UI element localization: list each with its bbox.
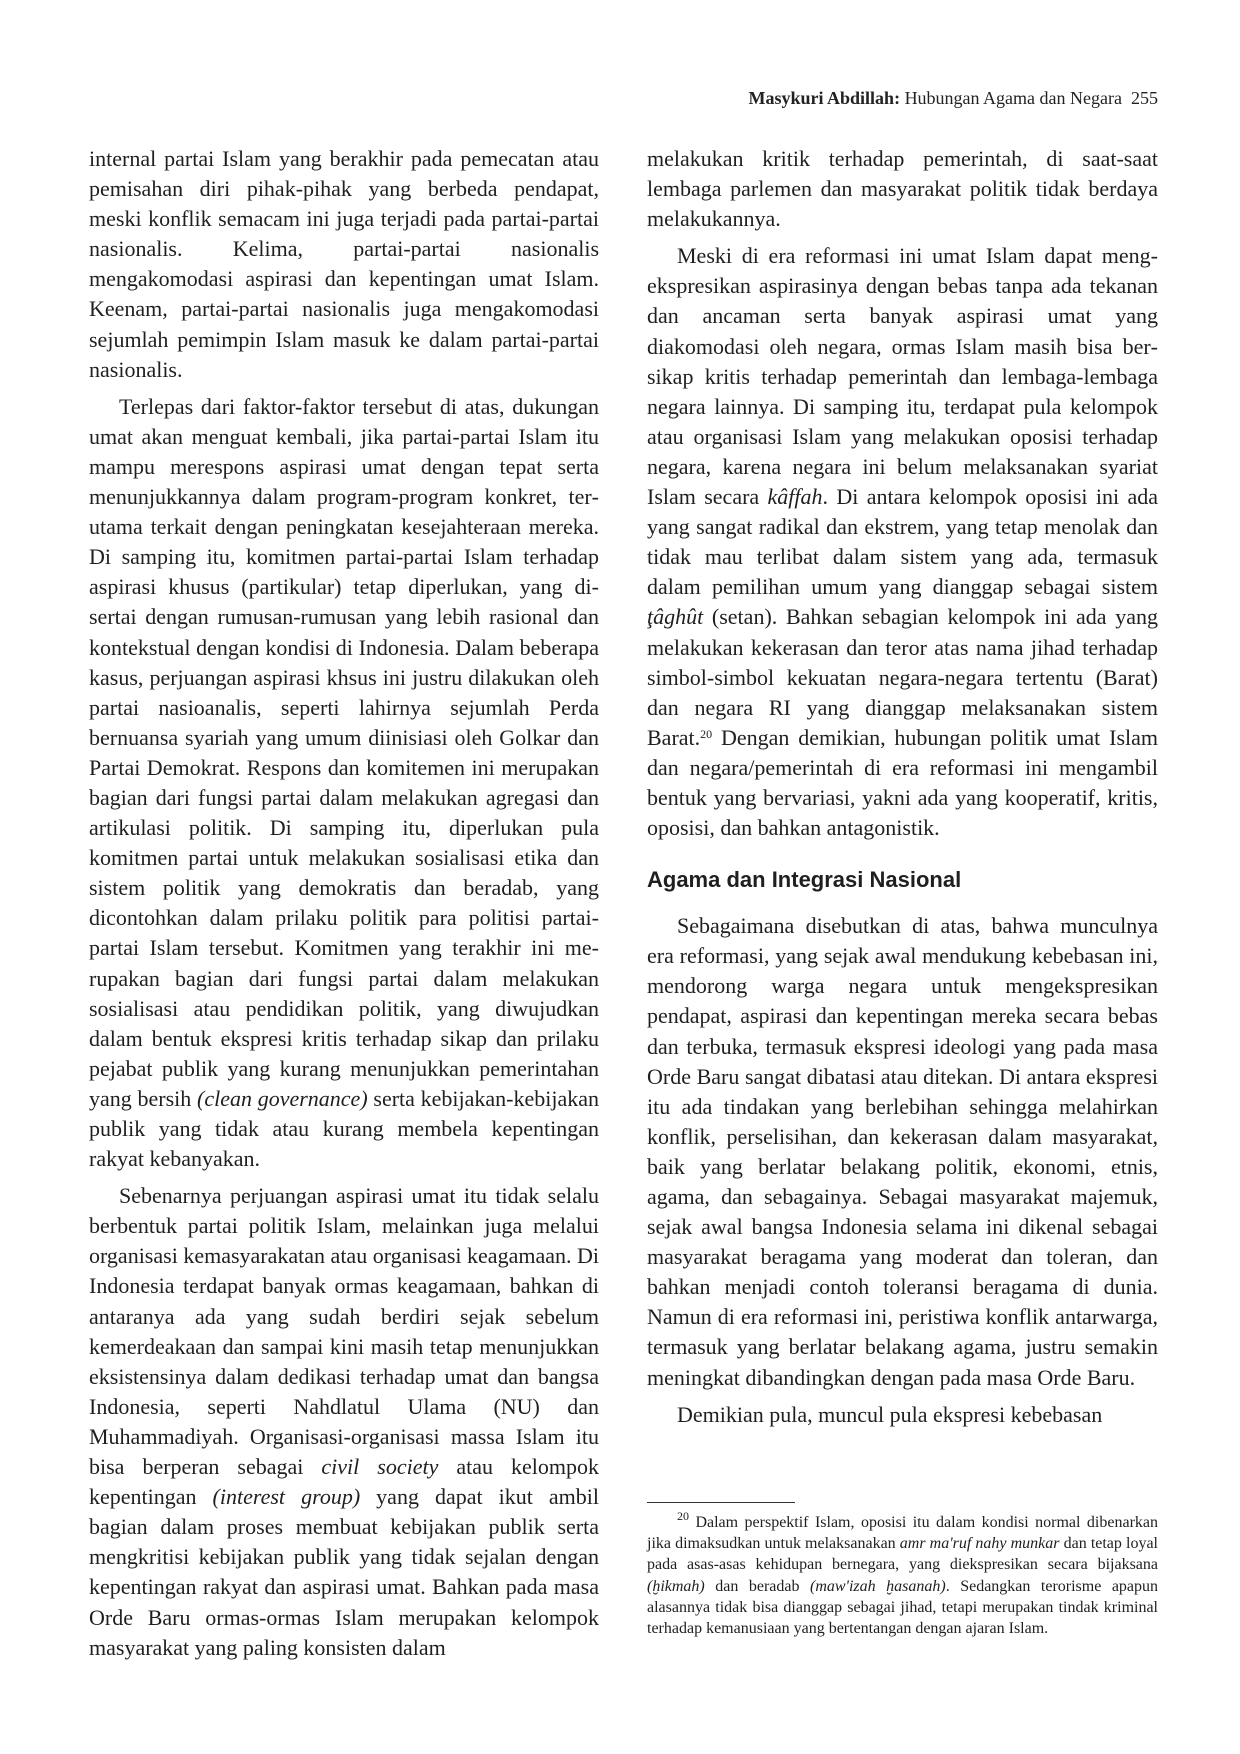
header-author: Masykuri Abdillah: [748, 88, 901, 108]
section-heading: Agama dan Integrasi Nasional [647, 867, 962, 893]
paragraph-text: atau kelompok kepentingan [89, 1454, 600, 1510]
paragraph-text: yang dapat ikut ambil bagian dalam proses membuat kebijakan publik serta mengkritisi kebijakan publik yang tidak sejalan dengan kepentingan rakyat dan aspirasi umat. Bahkan pada masa Orde Baru ormas-ormas Islam merupakan kelompok masyarakat yang paling konsisten dalam [89, 1484, 599, 1660]
italic-term: (interest group) [212, 1484, 361, 1510]
paragraph-text: (setan). Bahkan sebagian kelompok ini ada yang melakukan kekerasan dan teror atas nama jihad terhadap simbol-simbol kekuatan negara-negara tertentu (Barat) dan negara RI yang dianggap melaksanakan sistem Barat. [647, 604, 1158, 750]
paragraph-text: Meski di era reformasi ini umat Islam dapat mengekspresikan aspirasinya dengan bebas tanpa ada tekanan dan ancaman serta banyak aspirasi umat yang diakomodasi oleh negara, ormas Islam masih bisa bersikap kritis terhadap pemerintah dan lembaga-lembaga negara lainnya. Di samping itu, terdapat pula kelompok atau organisasi Islam yang melakukan oposisi terhadap negara, karena negara ini belum melaksanakan syariat Islam secara [647, 243, 1158, 510]
italic-term: civil society [321, 1454, 439, 1480]
paragraph-text: serta kebijakan-kebijakan publik yang tidak atau kurang membela kepentingan rakyat kebanyakan. [89, 1085, 600, 1172]
paragraph [89, 1181, 599, 1663]
footnote-text: dan beradab [704, 1577, 810, 1595]
paragraph [89, 392, 599, 1174]
italic-term: (maw'izah ḫasanah) [810, 1577, 946, 1595]
paragraph-text: Sebenarnya perjuangan aspirasi umat itu tidak selalu berbentuk partai politik Islam, melainkan juga melalui organisasi kemasyarakatan atau organisasi keagamaan. Di Indonesia terdapat banyak ormas keagamaan, bahkan di antaranya ada yang sudah berdiri sejak sebelum kemerdeakaan dan sampai kini masih tetap menunjukkan eksistensinya dalam dedikasi terhadap umat dan bangsa Indonesia, seperti Nahdlatul Ulama (NU) dan Muhammadiyah. Organisasi-organisasi massa Islam itu bisa berperan sebagai [89, 1183, 599, 1480]
italic-term: kâffah [767, 484, 823, 510]
italic-term: amr ma'ruf nahy munkar [899, 1535, 1060, 1553]
paragraph-text: internal partai Islam yang berakhir pada pemecatan atau pemisahan diri pihak-pihak yang berbeda pendapat, meski konflik semacam ini juga terjadi pada partai-partai nasionalis. Kelima, partai-partai nasionalis mengakomodasi aspirasi dan kepentingan umat Islam. Keenam, partai-partai nasionalis juga mengakomodasi sejumlah pemimpin Islam masuk ke dalam partai-partai nasionalis. [89, 146, 599, 382]
footnote-number: 20 [677, 1509, 689, 1523]
paragraph-text: Demikian pula, muncul pula ekspresi kebebasan [677, 1401, 1103, 1427]
header-title: Hubungan Agama dan Negara [904, 88, 1122, 108]
italic-term: ţâghût [647, 604, 704, 630]
paragraph-text: melakukan kritik terhadap pemerintah, di saat-saat lembaga parlemen dan masyarakat politik tidak berdaya melakukannya. [647, 146, 1158, 232]
footnote [647, 1509, 1159, 1639]
paragraph-text: Dengan demikian, hubungan politik umat Islam dan negara/pemerintah di era reformasi ini mengambil bentuk yang bervariasi, yakni ada yang kooperatif, kritis, oposisi, dan bahkan antagonistik. [647, 724, 1158, 841]
right-column [647, 144, 1158, 1430]
footnote-text: . Sedangkan terorisme apapun alasannya tidak bisa dianggap sebagai jihad, tetapi merupakan tindak kriminal terhadap kemanusiaan yang bertentangan dengan ajaran Islam. [647, 1577, 1159, 1638]
footnote-text: Dalam perspektif Islam, oposisi itu dalam kondisi normal dibenarkan jika dimaksudkan untuk melaksanakan [647, 1514, 1158, 1553]
italic-term: (clean governance) [197, 1085, 368, 1111]
italic-term: (ḫikmah) [647, 1577, 705, 1595]
left-column [89, 144, 599, 1663]
paragraph [647, 241, 1158, 843]
running-header [749, 86, 1158, 110]
page-number: 255 [1131, 88, 1158, 108]
footnote-divider [647, 1502, 795, 1503]
paragraph [647, 1400, 1158, 1430]
paragraph-text: . Di antara kelompok oposisi ini ada yang sangat radikal dan ekstrem, yang tetap menolak dan tidak mau terlibat dalam sistem yang ada, termasuk dalam pemilihan umum yang dianggap sebagai sistem [647, 484, 1159, 600]
footnote-reference[interactable]: 20 [700, 726, 713, 741]
paragraph-text: Terlepas dari faktor-faktor tersebut di atas, dukungan umat akan menguat kembali, jika partai-partai Islam itu mampu merespons aspirasi umat dengan tepat serta menunjukkannya dalam program-program konkret, terutama terkait dengan peningkatan kesejahteraan mereka. Di samping itu, komitmen partai-partai Islam terhadap aspirasi khusus (partikular) tetap diperlukan, yang disertai dengan rumusan-rumusan yang lebih rasional dan kontekstual dengan kondisi di Indonesia. Dalam beberapa kasus, perjuangan aspirasi khsus ini justru dilakukan oleh partai nasioanalis, seperti lahirnya sejumlah Perda bernuansa syariah yang umum diinisiasi oleh Golkar dan Partai Demokrat. Respons dan komitemen ini merupakan bagian dari fungsi partai dalam melakukan agregasi dan artikulasi politik. Di samping itu, diperlukan pula komitmen partai untuk melakukan sosialisasi etika dan sistem politik yang demokratis dan beradab, yang dicontohkan dalam prilaku politik para politisi partai-partai Islam tersebut. Komitmen yang terakhir ini merupakan bagian dari fungsi partai dalam melakukan sosialisasi atau pendidikan politik, yang diwujudkan dalam bentuk ekspresi kritis terhadap sikap dan prilaku pejabat publik yang kurang menunjukkan pemerintahan yang bersih [89, 393, 599, 1111]
paragraph [89, 144, 599, 385]
footnote-text: dan tetap loyal pada asas-asas kehidupan bernegara, yang diekspresikan secara bijaksana [647, 1535, 1159, 1574]
paragraph [647, 144, 1158, 234]
paragraph-text: Sebagaimana disebutkan di atas, bahwa munculnya era reformasi, yang sejak awal mendukung kebebasan ini, mendorong warga negara untuk mengekspresikan pendapat, aspirasi dan kepentingan mereka secara bebas dan terbuka, termasuk ekspresi ideologi yang pada masa Orde Baru sangat dibatasi atau ditekan. Di antara ekspresi itu ada tindakan yang berlebihan sehingga melahirkan konflik, perselisihan, dan kekerasan dalam masyarakat, baik yang berlatar belakang politik, ekonomi, etnis, agama, dan sebagainya. Sebagai masyarakat majemuk, sejak awal bangsa Indonesia selama ini dikenal sebagai masyarakat beragama yang moderat dan toleran, dan bahkan menjadi contoh toleransi beragama di dunia. Namun di era reformasi ini, peristiwa konflik antarwarga, termasuk yang berlatar belakang agama, justru semakin meningkat dibandingkan dengan pada masa Orde Baru. [647, 913, 1158, 1390]
paragraph [647, 911, 1158, 1393]
